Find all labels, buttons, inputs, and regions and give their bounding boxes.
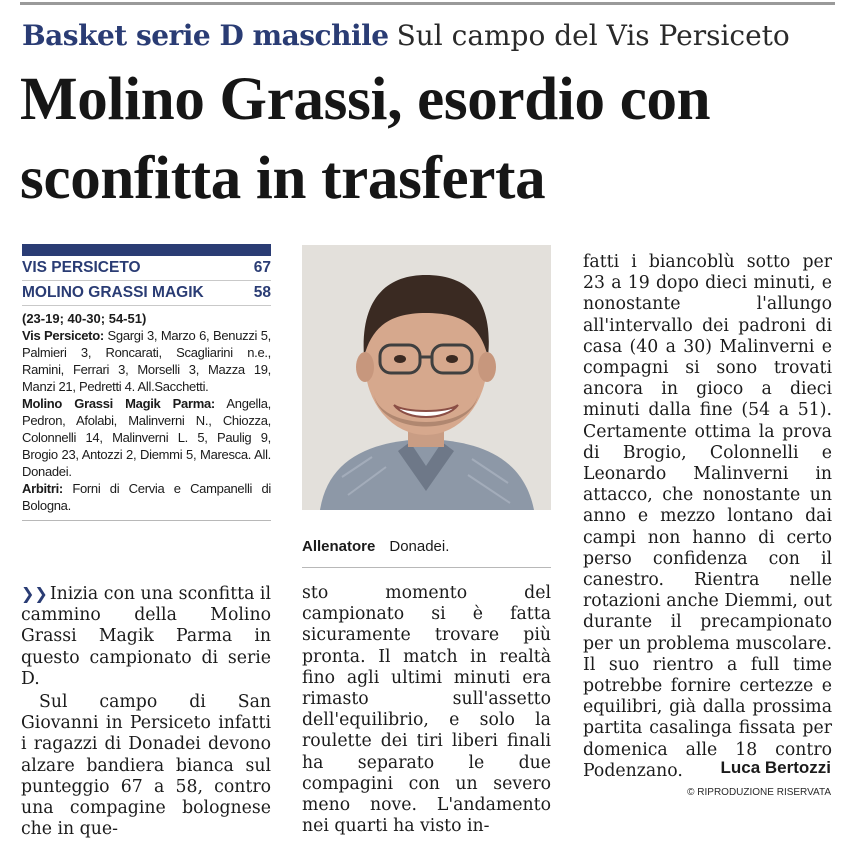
away-team: MOLINO GRASSI MAGIK xyxy=(22,284,204,301)
scorebox-bar xyxy=(22,244,271,256)
home-roster xyxy=(22,327,271,395)
away-roster xyxy=(22,395,271,480)
home-score: 67 xyxy=(253,259,271,276)
caption-rule xyxy=(302,567,551,568)
article-paragraph: Sul campo di San Giovanni in Persiceto infatti i ragazzi di Donadei devono alzare bandiera bianca sul punteggio 67 a 58, contro una compagine bolognese che in que- xyxy=(21,692,271,840)
section-label: Basket serie D maschile xyxy=(22,19,389,52)
author-byline: Luca Bertozzi xyxy=(720,758,831,777)
referees xyxy=(22,480,271,514)
partials: (23-19; 40-30; 54-51) xyxy=(22,311,147,326)
article-paragraph xyxy=(21,583,271,690)
article-paragraph: fatti i biancoblù sotto per 23 a 19 dopo dieci minuti, e nonostante l'allungo all'intervallo dei padroni di casa (40 a 30) Malinverni e compagni si sono trovati ancora in gioco a dieci minuti dalla fine (54 a 51). Certamente ottima la prova di Brogio, Colonnelli e Leonardo Malinverni in attacco, che nonostante un anno e mezzo lontano dai campi non hanno di certo perso confidenza con il canestro. Rientra nelle rotazioni anche Diemmi, out durante il precampionato per un problema muscolare. Il suo rientro a full time potrebbe fornire certezze e equilibri, già dalla prossima partita casalinga fissata per domenica alle 18 contro Podenzano. xyxy=(583,252,832,781)
caption-text: Donadei. xyxy=(389,538,450,555)
score-row-home xyxy=(22,256,271,281)
score-row-away xyxy=(22,281,271,306)
referees-text: Forni di Cervia e Campanelli di Bologna. xyxy=(22,481,272,513)
referees-label: Arbitri: xyxy=(22,481,63,496)
away-roster-label: Molino Grassi Magik Parma: xyxy=(22,396,215,411)
away-score: 58 xyxy=(253,284,271,301)
paragraph-text: Inizia con una sconfitta il cammino della Molino Grassi Magik Parma in questo campionato di serie D. xyxy=(21,584,271,689)
caption-bold: Allenatore xyxy=(302,538,376,555)
home-roster-label: Vis Persiceto: xyxy=(22,328,104,343)
copyright-notice: © RIPRODUZIONE RISERVATA xyxy=(687,787,831,798)
article-column-1 xyxy=(21,583,271,840)
coach-photo xyxy=(302,245,551,510)
scorebox xyxy=(22,244,271,521)
home-team: VIS PERSICETO xyxy=(22,259,141,276)
top-rule xyxy=(20,2,835,5)
away-roster-text: Angella, Pedron, Afolabi, Malinverni N., Chiozza, Colonnelli 14, Malinverni L. 5, Paulig 9, Brogio 23, Antozzi 2, Diemmi 5, Maresca. All. Donadei. xyxy=(22,396,271,479)
scorebox-bottom-rule xyxy=(22,520,271,521)
article-column-3 xyxy=(583,252,832,782)
article-column-2 xyxy=(302,583,551,837)
headline: Molino Grassi, esordio con sconfitta in trasferta xyxy=(20,66,711,212)
home-roster-text: Sgargi 3, Marzo 6, Benuzzi 5, Palmieri 3, Roncarati, Scagliarini n.e., Ramini, Ferrari 3, Morselli 3, Mazza 19, Manzi 21, Pedretti 4. All.Sacchetti. xyxy=(22,328,271,394)
coach-portrait-illustration xyxy=(302,245,551,510)
kicker xyxy=(22,18,790,54)
article-paragraph: sto momento del campionato si è fatta sicuramente trovare più pronta. Il match in realtà fino agli ultimi minuti era rimasto sull'assetto dell'equilibrio, e solo la roulette dei tiri liberi finali ha separato le due compagini con un severo meno nove. L'andamento nei quarti ha visto in- xyxy=(302,583,551,837)
double-chevron-icon: ❯❯ xyxy=(21,584,48,603)
photo-caption xyxy=(302,538,449,555)
subtitle: Sul campo del Vis Persiceto xyxy=(396,19,790,52)
